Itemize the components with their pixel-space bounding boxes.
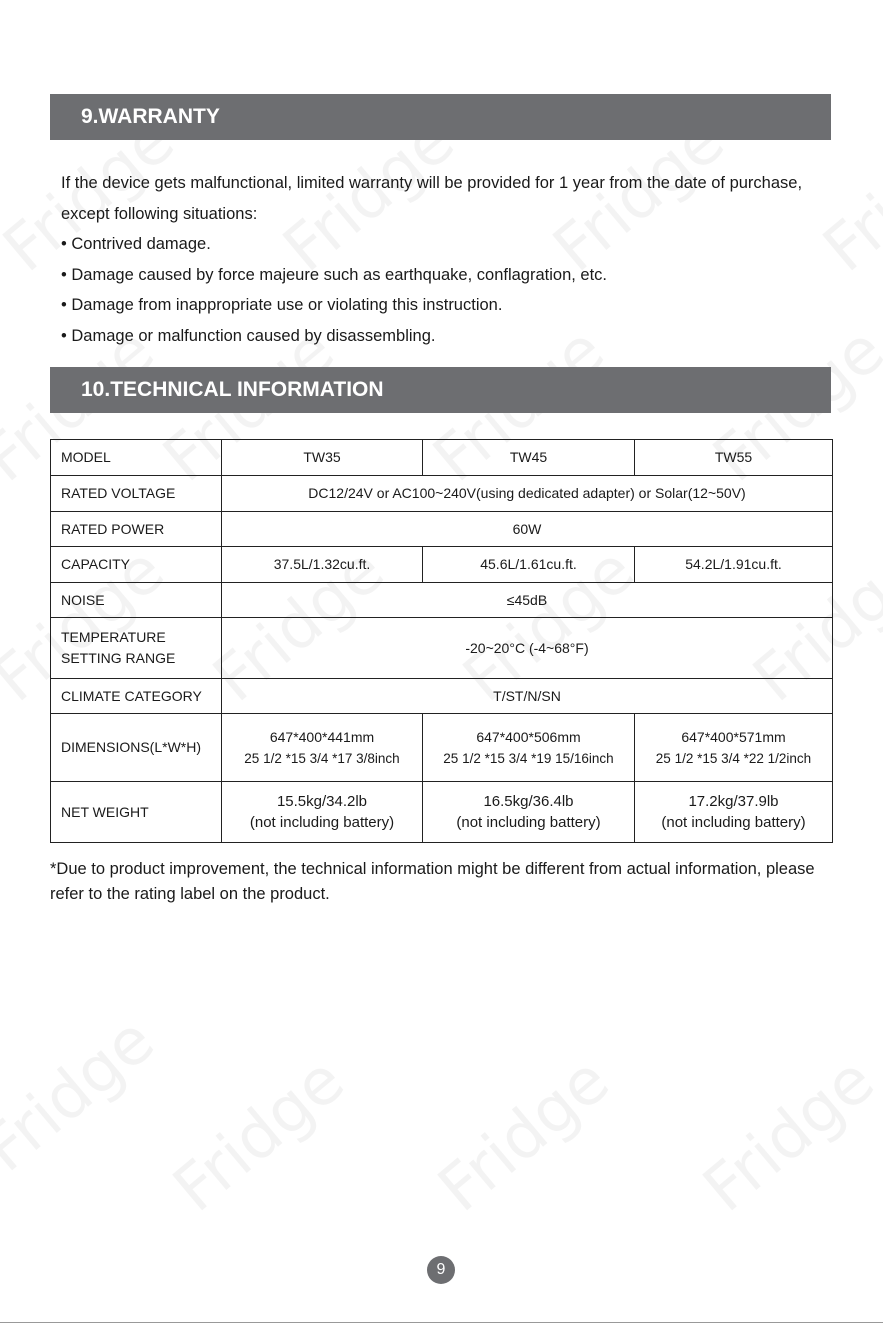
watermark xyxy=(425,1043,623,1226)
watermark xyxy=(160,1043,358,1226)
row-label: DIMENSIONS(L*W*H) xyxy=(51,714,222,782)
spec-table xyxy=(50,439,833,843)
technical-heading: 10.TECHNICAL INFORMATION xyxy=(50,367,831,413)
dimension-inch: 25 1/2 *15 3/4 *19 15/16inch xyxy=(443,750,614,766)
weight-note: (not including battery) xyxy=(456,814,601,831)
weight-note: (not including battery) xyxy=(661,814,806,831)
value-cell: DC12/24V or AC100~240V(using dedicated adapter) or Solar(12~50V) xyxy=(222,476,833,512)
weight-value: 16.5kg/36.4lb xyxy=(483,793,574,810)
value-cell: 60W xyxy=(222,512,833,547)
row-label: RATED POWER xyxy=(51,512,222,547)
watermark xyxy=(690,1043,883,1226)
warranty-body xyxy=(61,168,836,351)
row-label-line: TEMPERATURE xyxy=(61,629,166,645)
value-cell xyxy=(222,714,423,782)
value-cell: 54.2L/1.91cu.ft. xyxy=(635,547,833,583)
warranty-intro: If the device gets malfunctional, limited warranty will be provided for 1 year from the date of purchase, except following situations: xyxy=(61,174,803,223)
page-number-badge: 9 xyxy=(427,1256,455,1284)
table-row-model xyxy=(51,440,833,476)
dimension-inch: 25 1/2 *15 3/4 *22 1/2inch xyxy=(655,750,812,766)
value-cell: 45.6L/1.61cu.ft. xyxy=(423,547,635,583)
weight-value: 15.5kg/34.2lb xyxy=(276,793,368,810)
table-row-rated-voltage xyxy=(51,476,833,512)
row-label xyxy=(51,618,222,679)
model-cell: TW55 xyxy=(635,440,833,476)
table-row-climate xyxy=(51,679,833,714)
table-row-dimensions xyxy=(51,714,833,782)
value-cell: 37.5L/1.32cu.ft. xyxy=(222,547,423,583)
value-cell xyxy=(635,714,833,782)
row-label: CLIMATE CATEGORY xyxy=(51,679,222,714)
value-cell: ≤45dB xyxy=(222,583,833,618)
row-label: MODEL xyxy=(51,440,222,476)
row-label: RATED VOLTAGE xyxy=(51,476,222,512)
list-item: • Damage or malfunction caused by disassembling. xyxy=(61,321,836,352)
row-label: NET WEIGHT xyxy=(51,782,222,843)
list-item: • Damage caused by force majeure such as earthquake, conflagration, etc. xyxy=(61,260,836,291)
weight-value: 17.2kg/37.9lb xyxy=(688,793,779,810)
list-item: • Contrived damage. xyxy=(61,229,836,260)
dimension-mm: 647*400*571mm xyxy=(681,728,786,745)
warranty-exclusion-list xyxy=(61,229,836,351)
value-cell: -20~20°C (-4~68°F) xyxy=(222,618,833,679)
table-row-net-weight xyxy=(51,782,833,843)
dimension-mm: 647*400*506mm xyxy=(476,728,581,745)
bottom-divider xyxy=(0,1322,883,1323)
list-item: • Damage from inappropriate use or violating this instruction. xyxy=(61,290,836,321)
table-row-capacity xyxy=(51,547,833,583)
table-row-rated-power xyxy=(51,512,833,547)
table-row-temperature xyxy=(51,618,833,679)
dimension-mm: 647*400*441mm xyxy=(269,728,375,745)
value-cell xyxy=(423,782,635,843)
value-cell xyxy=(222,782,423,843)
value-cell xyxy=(635,782,833,843)
value-cell: T/ST/N/SN xyxy=(222,679,833,714)
row-label-line: SETTING RANGE xyxy=(61,650,176,666)
technical-footnote: *Due to product improvement, the technical information might be different from actual information, please refer to the rating label on the product. xyxy=(50,860,815,903)
row-label: NOISE xyxy=(51,583,222,618)
weight-note: (not including battery) xyxy=(249,814,395,831)
value-cell xyxy=(423,714,635,782)
model-cell: TW35 xyxy=(222,440,423,476)
watermark xyxy=(0,1003,168,1186)
dimension-inch: 25 1/2 *15 3/4 *17 3/8inch xyxy=(244,750,400,766)
table-row-noise xyxy=(51,583,833,618)
model-cell: TW45 xyxy=(423,440,635,476)
row-label: CAPACITY xyxy=(51,547,222,583)
warranty-heading: 9.WARRANTY xyxy=(50,94,831,140)
